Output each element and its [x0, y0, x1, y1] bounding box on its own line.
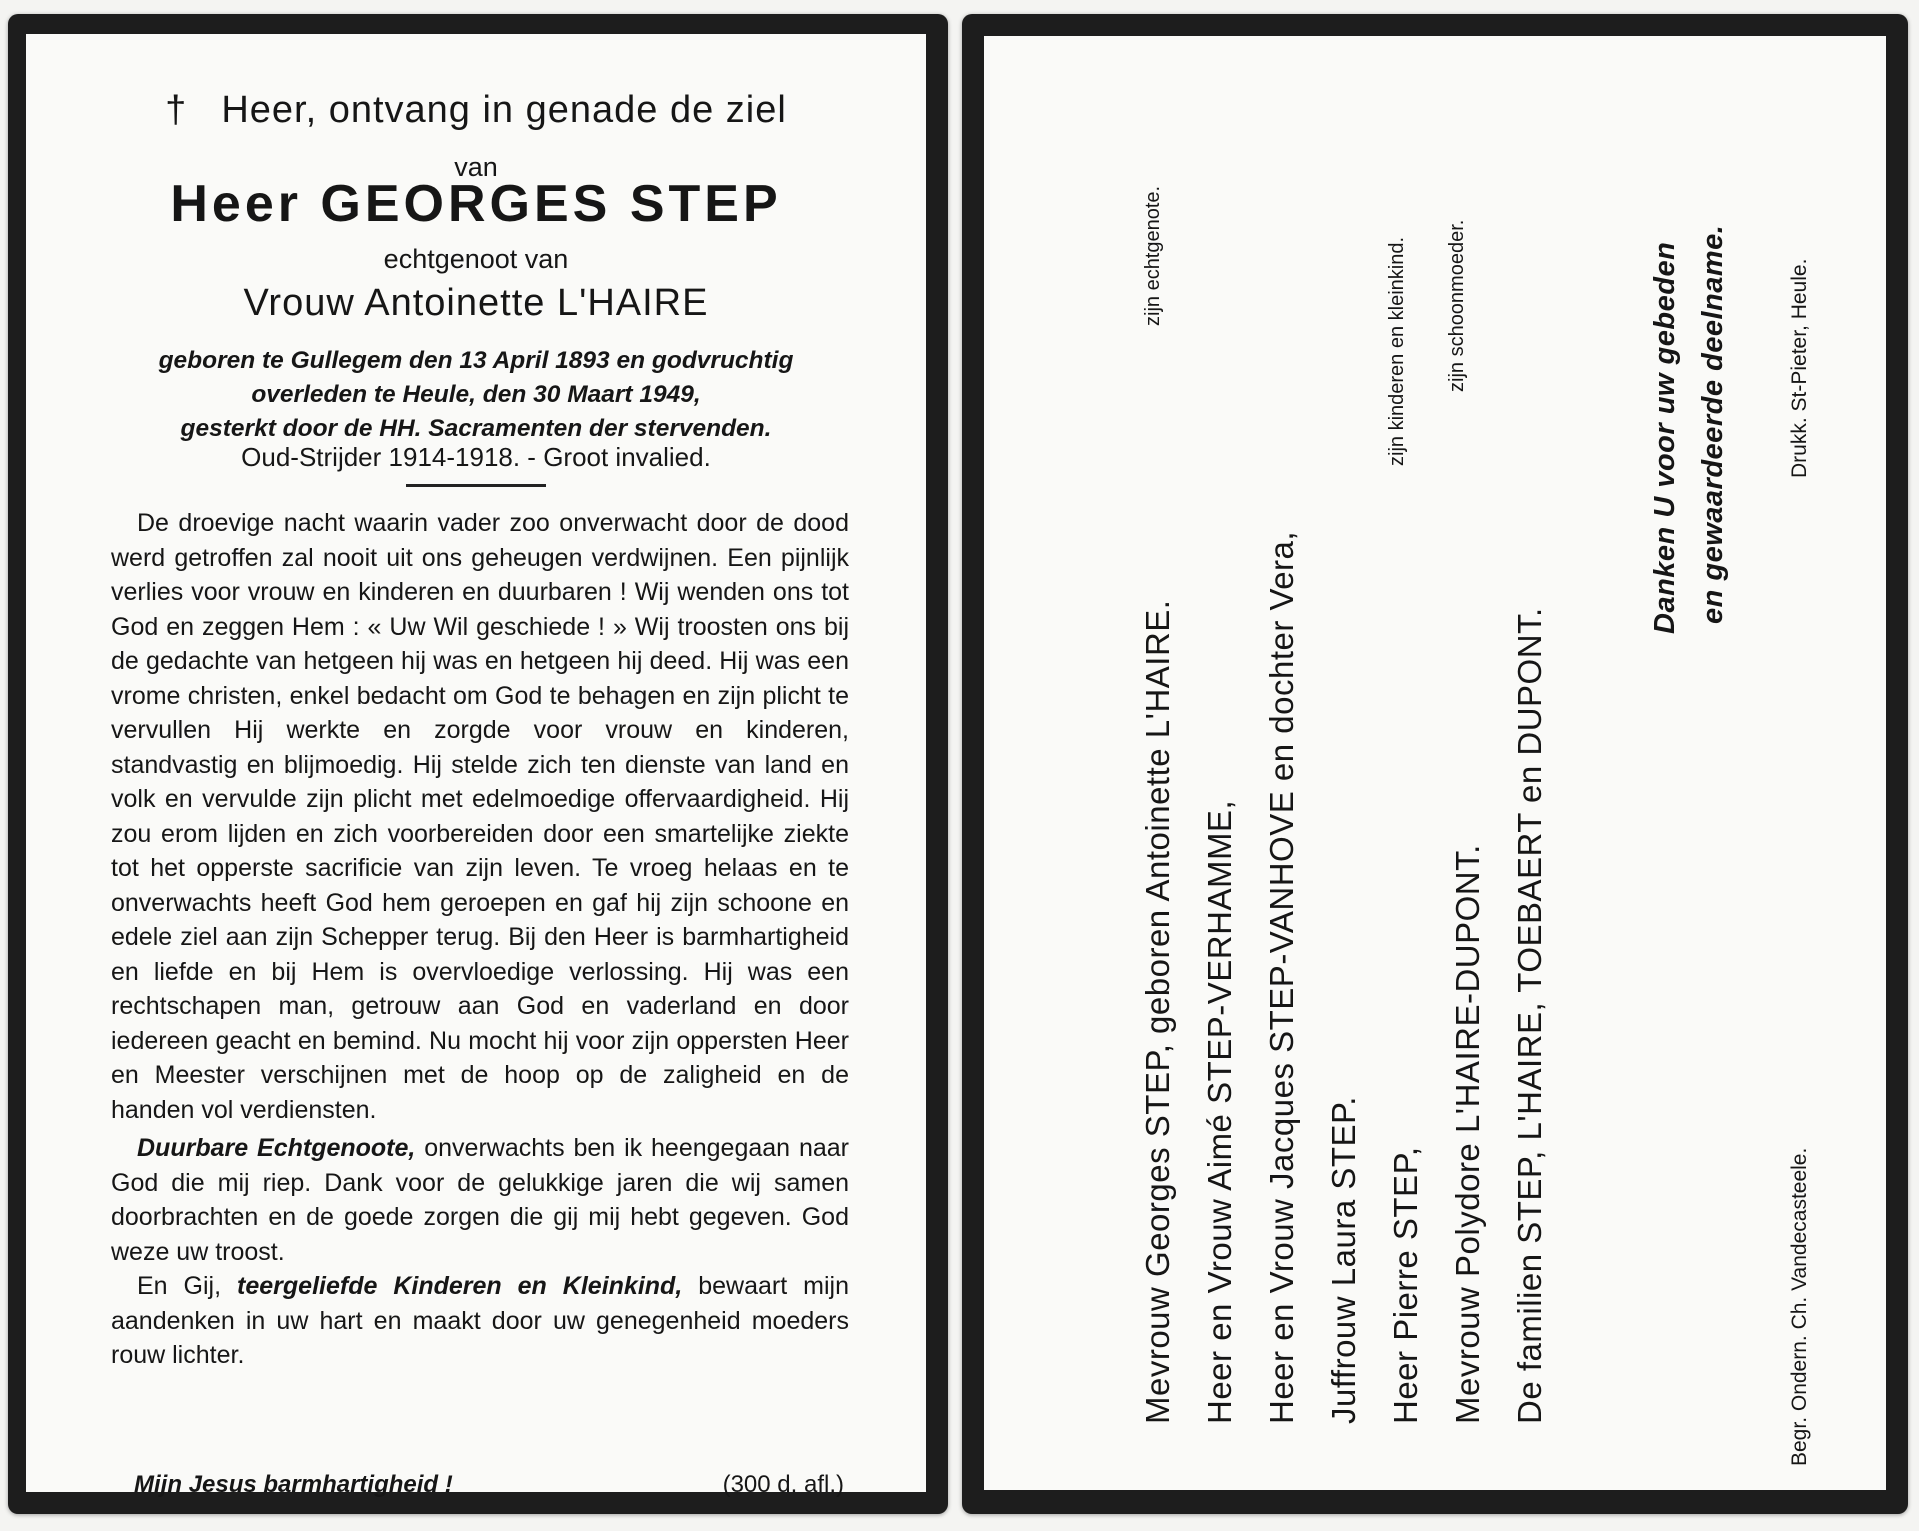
family-line: Heer Pierre STEP, [1387, 1146, 1424, 1424]
paragraph-2-emphasis: Duurbare Echtgenoote, [137, 1134, 416, 1162]
family-line: De familien STEP, L'HAIRE, TOEBAERT en DUPONT. [1511, 607, 1548, 1424]
family-line: Juffrouw Laura STEP. [1325, 1096, 1362, 1424]
paragraph-3 [111, 1269, 849, 1373]
paragraph-2 [111, 1131, 849, 1269]
dates-line: overleden te Heule, den 30 Maart 1949, [251, 381, 701, 408]
deceased-name: Heer GEORGES STEP [170, 175, 782, 233]
memorial-text [111, 506, 849, 1373]
indulgence-note: (300 d. afl.) [722, 1471, 844, 1498]
family-line: Mevrouw Polydore L'HAIRE-DUPONT. [1449, 844, 1486, 1424]
paragraph-3-end: bewaart mijn aandenken in uw hart en maakt door uw genegenheid moeders rouw lichter. [111, 1272, 849, 1369]
memorial-card-front [8, 14, 948, 1514]
relation-children: zijn kinderen en kleinkind. [1386, 236, 1408, 466]
spouse-name: Vrouw Antoinette L'HAIRE [243, 282, 709, 324]
birth-death-dates [26, 344, 926, 446]
spouse-label: echtgenoot van [383, 244, 569, 274]
veteran-note: Oud-Strijder 1914-1918. - Groot invalied. [241, 442, 711, 472]
thanks-line: Danken U voor uw gebeden [1649, 241, 1681, 634]
printer-credit: Drukk. St-Pieter, Heule. [1788, 258, 1811, 478]
paragraph-1: De droevige nacht waarin vader zoo onverwacht door de dood werd getroffen zal nooit uit ons geheugen verdwijnen. Een pijnlijk verlies voor vrouw en kinderen en duurbaren ! Wij wenden ons tot God en zeggen Hem : « Uw Wil geschiede ! » Wij troosten ons bij de gedachte van hetgeen hij was en hetgeen hij deed. Hij was een vrome christen, enkel bedacht om God te behagen en zijn plicht te vervullen Hij werkte en zorgde voor vrouw en kinderen, standvastig en blijmoedig. Hij stelde zich ten dienste van land en volk en vervulde zijn plicht met edelmoedige offervaardigheid. Hij zou erom lijden en zich voorbereiden door een smartelijke ziekte tot het opperste sacrificie van zijn leven. Te vroeg helaas en te onverwachts heeft God hem geroepen en gaf hij zijn schoone en edele ziel aan zijn Schepper terug. Bij den Heer is barmhartigheid en liefde en bij Hem is overvloedige verlossing. Hij was een rechtschapen man, getrouw aan God en vaderland en door iedereen geacht en bemind. Nu mocht hij voor zijn oppersten Heer en Meester verschijnen met de hoop op de zaligheid en de handen vol verdiensten. [111, 509, 849, 1124]
invocation-text: Heer, ontvang in genade de ziel [221, 89, 787, 131]
cross-icon: † [165, 89, 188, 131]
front-content [26, 34, 926, 1498]
relation-mother-in-law: zijn schoonmoeder. [1446, 219, 1468, 392]
undertaker-credit: Begr. Ondern. Ch. Vandecasteele. [1788, 1147, 1811, 1466]
closing-prayer: Mijn Jesus barmhartigheid ! [134, 1471, 453, 1498]
dates-line: geboren te Gullegem den 13 April 1893 en godvruchtig [158, 347, 794, 374]
thanks-line: en gewaardeerde deelname. [1697, 224, 1729, 624]
front-panel [26, 34, 926, 1498]
family-line: Heer en Vrouw Jacques STEP-VANHOVE en dochter Vera, [1263, 530, 1300, 1424]
family-line: Heer en Vrouw Aimé STEP-VERHAMME, [1201, 799, 1238, 1424]
dates-line: gesterkt door de HH. Sacramenten der stervenden. [180, 415, 772, 442]
family-line: Mevrouw Georges STEP, geboren Antoinette L'HAIRE. [1139, 599, 1176, 1424]
memorial-card-back [962, 14, 1908, 1514]
invocation [26, 89, 926, 132]
van-label: van [454, 152, 498, 182]
paragraph-2-text: onverwachts ben ik heengegaan naar God die mij riep. Dank voor de gelukkige jaren die wij samen doorbrachten en de goede zorgen die gij mij hebt gegeven. God weze uw troost. [111, 1134, 849, 1266]
paragraph-3-start: En Gij, [137, 1272, 238, 1300]
paragraph-3-emphasis: teergeliefde Kinderen en Kleinkind, [237, 1272, 683, 1300]
back-panel [984, 36, 1886, 1490]
relation-spouse: zijn echtgenote. [1142, 185, 1164, 326]
divider [406, 484, 546, 487]
